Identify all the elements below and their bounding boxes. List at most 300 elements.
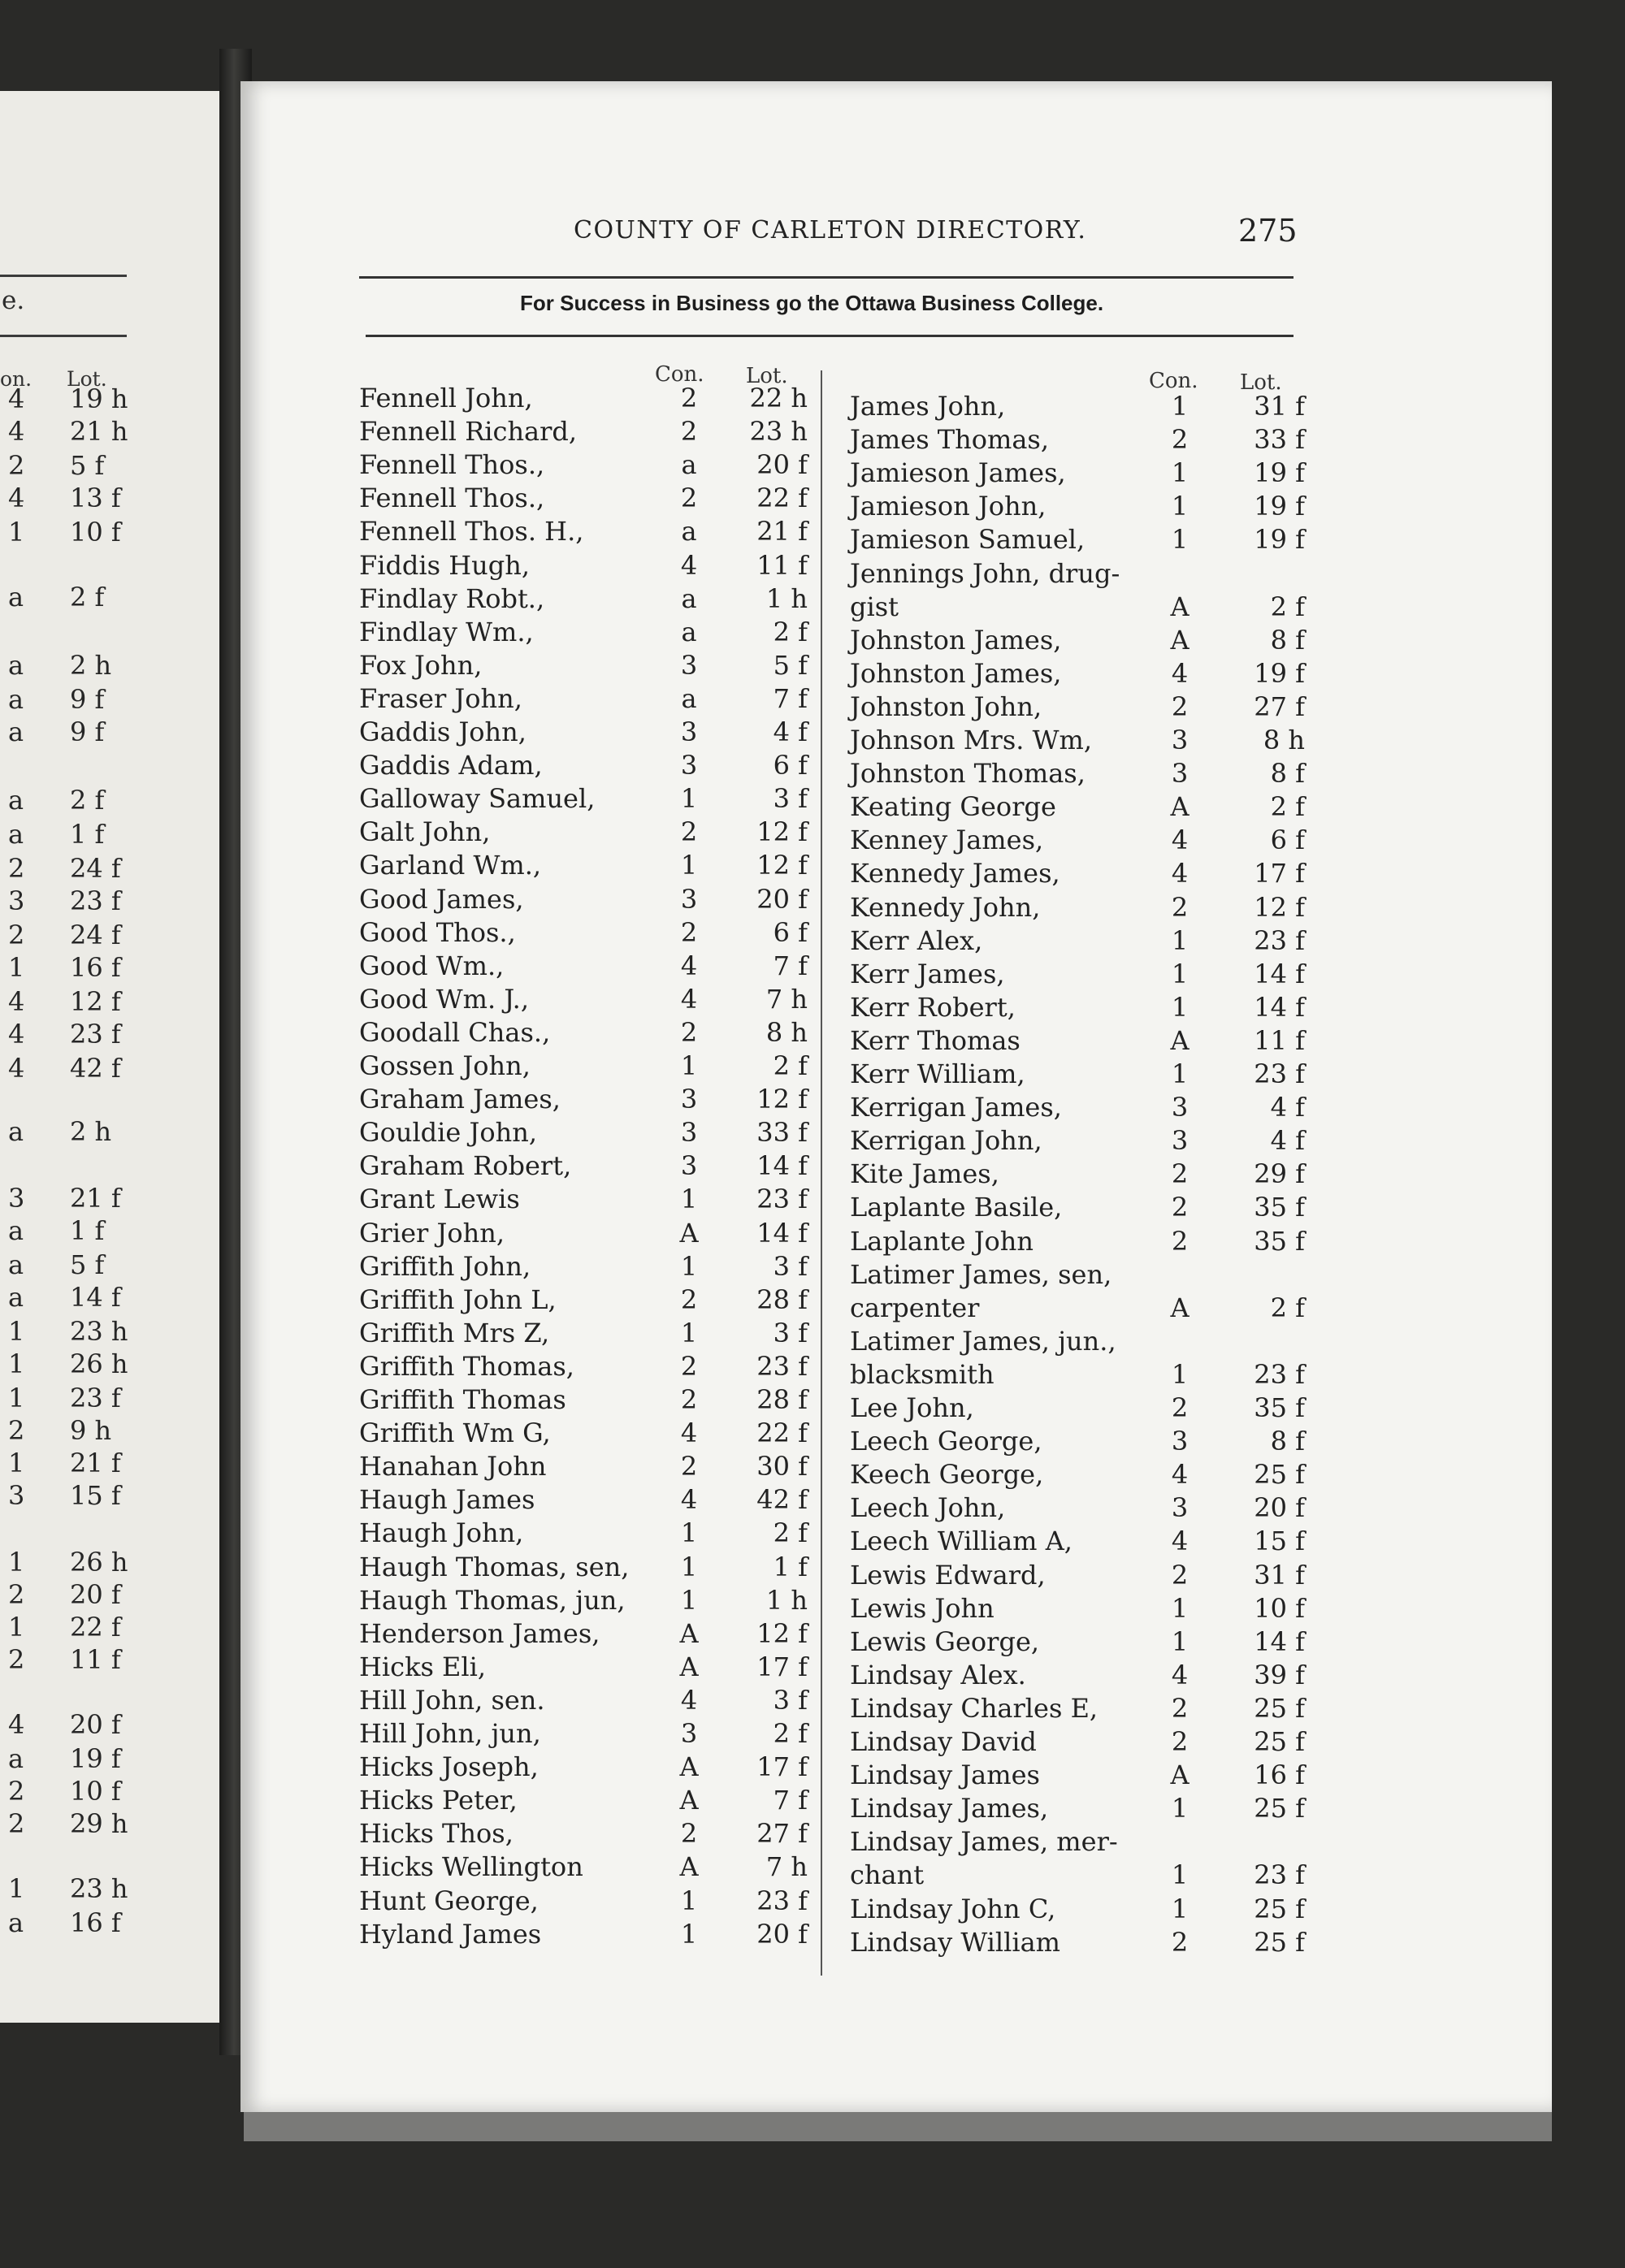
- running-head: COUNTY OF CARLETON DIRECTORY.: [574, 216, 1087, 245]
- entry-lot: 30 f: [756, 1451, 808, 1482]
- entry-name: Galt John,: [359, 816, 491, 848]
- left-entry-lot: 22 f: [70, 1612, 121, 1643]
- entry-lot: 1 h: [765, 1584, 808, 1616]
- directory-entry: [359, 1885, 808, 1918]
- entry-name: Hyland James: [359, 1918, 542, 1950]
- left-entry-concession: a: [8, 1116, 24, 1147]
- left-entry-lot: 21 f: [70, 1448, 121, 1478]
- entry-concession: A: [679, 1617, 699, 1649]
- left-entry-lot: 24 f: [70, 920, 121, 950]
- left-entry-lot: 1 f: [70, 1215, 105, 1246]
- directory-entry: [850, 1525, 1305, 1558]
- entry-name: Haugh Thomas, jun,: [359, 1584, 626, 1616]
- entry-name: Hicks Joseph,: [359, 1751, 539, 1783]
- directory-entry: [359, 1149, 808, 1183]
- left-entry-concession: a: [8, 1282, 24, 1313]
- entry-name: Keating George: [850, 791, 1056, 823]
- entry-lot: 8 h: [765, 1016, 808, 1048]
- entry-concession: 1: [1171, 1358, 1189, 1390]
- entry-lot: 8 h: [1263, 725, 1305, 755]
- directory-entry: [850, 1091, 1305, 1124]
- entry-lot: 33 f: [1254, 424, 1305, 456]
- left-entry-concession: a: [8, 582, 24, 612]
- entry-lot: 22 f: [756, 1418, 808, 1449]
- entry-name: Garland Wm.,: [359, 850, 542, 881]
- entry-concession: 2: [680, 1016, 698, 1048]
- entry-lot: 4 f: [1270, 1125, 1305, 1157]
- directory-entry: [359, 716, 808, 749]
- directory-entry: [359, 582, 808, 616]
- directory-entry: [850, 824, 1305, 857]
- entry-lot: 28 f: [756, 1384, 808, 1415]
- left-entry-concession: 4: [8, 1709, 25, 1740]
- entry-name: Haugh James: [359, 1484, 535, 1516]
- directory-entry: [359, 1350, 808, 1383]
- entry-concession: A: [679, 1751, 699, 1783]
- con-header-left: Con.: [655, 362, 704, 387]
- entry-lot: 6 f: [773, 750, 808, 781]
- left-entry-lot: 23 h: [70, 1873, 128, 1904]
- entry-concession: 3: [1171, 1092, 1189, 1123]
- entry-name: Kennedy James,: [850, 858, 1060, 889]
- entry-concession: 3: [680, 649, 698, 681]
- entry-concession: a: [681, 582, 697, 614]
- header-rule-top: [359, 276, 1294, 279]
- directory-entry: [359, 1317, 808, 1350]
- entry-concession: 1: [1171, 491, 1189, 522]
- entry-lot: 2 f: [773, 616, 808, 647]
- page-number: 275: [1238, 213, 1298, 249]
- entry-concession: 2: [1171, 1692, 1189, 1724]
- entry-lot: 14 f: [1254, 1625, 1305, 1657]
- left-entry-concession: 1: [8, 1383, 25, 1413]
- entry-lot: 16 f: [1254, 1759, 1305, 1791]
- entry-concession: 1: [1171, 991, 1189, 1023]
- entry-concession: 2: [1171, 690, 1189, 722]
- entry-lot: 19 f: [1254, 491, 1305, 522]
- directory-entry: [850, 1158, 1305, 1191]
- directory-entry: [850, 1893, 1305, 1926]
- directory-entry: [359, 1850, 808, 1884]
- directory-entry: [850, 991, 1305, 1024]
- directory-entry: [850, 1692, 1305, 1725]
- entry-name: Lindsay Charles E,: [850, 1692, 1098, 1724]
- entry-name: Good Wm. J.,: [359, 983, 530, 1015]
- entry-name: Lee John,: [850, 1392, 974, 1423]
- entry-concession: A: [679, 1217, 699, 1249]
- left-entry-concession: 2: [8, 1644, 25, 1675]
- entry-name: Fraser John,: [359, 682, 522, 714]
- left-entry-concession: 4: [8, 383, 25, 414]
- entry-lot: 2 f: [1270, 591, 1305, 622]
- entry-concession: 4: [680, 1418, 698, 1449]
- entry-concession: 1: [1171, 457, 1189, 489]
- entry-name: Johnson Mrs. Wm,: [850, 725, 1093, 755]
- directory-entry: [359, 883, 808, 916]
- directory-entry: [850, 523, 1305, 556]
- entry-name: Hicks Wellington: [359, 1851, 583, 1883]
- entry-lot: 2 f: [773, 1050, 808, 1081]
- entry-concession: 2: [1171, 1158, 1189, 1190]
- directory-entry: [850, 1659, 1305, 1692]
- directory-entry: [850, 1458, 1305, 1491]
- directory-entry: [850, 1425, 1305, 1458]
- entry-lot: 17 f: [1254, 858, 1305, 889]
- entry-lot: 14 f: [756, 1217, 808, 1249]
- left-entry-lot: 13 f: [70, 483, 121, 513]
- left-entry-lot: 21 f: [70, 1183, 121, 1214]
- left-entry-lot: 19 f: [70, 1743, 121, 1774]
- entry-concession: A: [679, 1651, 699, 1682]
- entry-name: Kerr James,: [850, 958, 1005, 989]
- left-page-rule: [0, 335, 127, 337]
- directory-entry: [359, 1517, 808, 1550]
- entry-concession: 1: [1171, 1793, 1189, 1824]
- directory-entry: [359, 1016, 808, 1050]
- left-entry-concession: 3: [8, 1183, 25, 1214]
- left-entry-concession: a: [8, 1743, 24, 1774]
- entry-name: Griffith Thomas,: [359, 1350, 574, 1382]
- entry-lot: 3 f: [773, 1250, 808, 1282]
- left-con-header: on.: [0, 367, 32, 391]
- directory-entry: [850, 1926, 1305, 1959]
- entry-name: Henderson James,: [359, 1617, 600, 1649]
- entry-lot: 25 f: [1254, 1692, 1305, 1724]
- entry-lot: 12 f: [756, 1084, 808, 1115]
- entry-concession: 2: [680, 1818, 698, 1850]
- left-entry-concession: 2: [8, 853, 25, 884]
- entry-concession: 2: [1171, 1926, 1189, 1958]
- entry-lot: 20 f: [756, 1918, 808, 1950]
- entry-lot: 25 f: [1254, 1893, 1305, 1924]
- entry-concession: 3: [680, 1150, 698, 1182]
- left-page-heading: e.: [2, 286, 25, 315]
- directory-entry: [850, 724, 1305, 757]
- entry-lot: 3 f: [773, 1684, 808, 1716]
- entry-concession: 4: [1171, 858, 1189, 889]
- directory-entry: [850, 457, 1305, 490]
- left-entry-concession: a: [8, 1249, 24, 1280]
- entry-lot: 7 f: [773, 1785, 808, 1816]
- entry-concession: a: [681, 616, 697, 647]
- entry-concession: 2: [680, 383, 698, 413]
- entry-name: Grant Lewis: [359, 1184, 520, 1215]
- entry-lot: 6 f: [773, 916, 808, 948]
- entry-name: Fennell Thos.,: [359, 449, 545, 481]
- entry-lot: 23 f: [756, 1184, 808, 1215]
- entry-lot: 23 h: [749, 416, 808, 448]
- entry-concession: 1: [1171, 958, 1189, 989]
- entry-lot: 22 f: [756, 483, 808, 514]
- left-entry-concession: 2: [8, 1579, 25, 1610]
- entry-concession: 4: [1171, 825, 1189, 856]
- entry-lot: 10 f: [1254, 1592, 1305, 1624]
- entry-name: Griffith Mrs Z,: [359, 1317, 550, 1348]
- directory-entry: [850, 757, 1305, 790]
- entry-concession: 1: [1171, 524, 1189, 556]
- entry-name: Latimer James, sen,: [850, 1258, 1112, 1290]
- entry-concession: 1: [680, 1184, 698, 1215]
- directory-entry: [359, 1116, 808, 1149]
- left-entry-lot: 23 f: [70, 885, 121, 916]
- entry-concession: 4: [1171, 1526, 1189, 1557]
- entry-name: Lewis Edward,: [850, 1559, 1046, 1591]
- left-entry-lot: 19 h: [70, 383, 128, 414]
- directory-entry: [850, 1491, 1305, 1525]
- entry-concession: 1: [1171, 1625, 1189, 1657]
- entry-lot: 23 f: [756, 1350, 808, 1382]
- entry-name: Galloway Samuel,: [359, 783, 596, 815]
- entry-name: Fox John,: [359, 649, 483, 681]
- entry-name: Lindsay James: [850, 1759, 1040, 1791]
- entry-name: James John,: [850, 391, 1006, 422]
- directory-entry: [850, 1592, 1305, 1625]
- entry-name: Findlay Robt.,: [359, 582, 545, 614]
- entry-lot: 42 f: [756, 1484, 808, 1516]
- left-entry-lot: 14 f: [70, 1282, 121, 1313]
- directory-entry: [850, 557, 1305, 591]
- entry-name: Fiddis Hugh,: [359, 549, 531, 581]
- directory-entry: [850, 1058, 1305, 1091]
- entry-concession: 3: [680, 1718, 698, 1749]
- entry-concession: 2: [680, 416, 698, 448]
- entry-concession: 2: [680, 1384, 698, 1415]
- entry-lot: 27 f: [756, 1818, 808, 1850]
- entry-name: Johnston Thomas,: [850, 758, 1086, 790]
- entry-name: James Thomas,: [850, 424, 1050, 456]
- directory-entry: [850, 1292, 1305, 1325]
- left-entry-lot: 24 f: [70, 853, 121, 884]
- directory-entry: [359, 448, 808, 482]
- entry-lot: 19 f: [1254, 457, 1305, 489]
- entry-concession: 4: [1171, 657, 1189, 689]
- left-page-fragment: [0, 91, 223, 2023]
- directory-entry: [850, 1225, 1305, 1258]
- entry-concession: 4: [1171, 1459, 1189, 1491]
- entry-concession: 2: [1171, 1559, 1189, 1591]
- directory-entry: [359, 482, 808, 515]
- directory-entry: [850, 690, 1305, 724]
- left-entry-concession: 1: [8, 1873, 25, 1904]
- directory-entry: [359, 682, 808, 716]
- entry-lot: 35 f: [1254, 1392, 1305, 1423]
- entry-concession: a: [681, 516, 697, 548]
- entry-name: gist: [850, 591, 899, 622]
- entry-name: Kerr William,: [850, 1058, 1025, 1089]
- left-entry-concession: 4: [8, 1019, 25, 1050]
- entry-concession: 3: [1171, 725, 1189, 755]
- directory-entry: [359, 549, 808, 582]
- entry-concession: A: [679, 1851, 699, 1883]
- entry-lot: 23 f: [1254, 1058, 1305, 1089]
- directory-entry: [359, 849, 808, 882]
- entry-name: Griffith John L,: [359, 1283, 557, 1315]
- left-entry-concession: 1: [8, 517, 25, 548]
- entry-lot: 8 f: [1270, 758, 1305, 790]
- directory-entry: [359, 1083, 808, 1116]
- entry-concession: a: [681, 682, 697, 714]
- entry-lot: 27 f: [1254, 690, 1305, 722]
- left-page-rule: [0, 275, 127, 277]
- left-entry-concession: 4: [8, 483, 25, 513]
- directory-entry: [850, 1124, 1305, 1158]
- left-entry-lot: 20 f: [70, 1579, 121, 1610]
- entry-concession: 1: [1171, 1058, 1189, 1089]
- entry-lot: 12 f: [756, 850, 808, 881]
- entry-lot: 12 f: [756, 816, 808, 848]
- left-entry-concession: a: [8, 684, 24, 715]
- directory-entry: [359, 950, 808, 983]
- entry-name: Gaddis John,: [359, 716, 526, 747]
- lot-header-right: Lot.: [1240, 370, 1282, 395]
- directory-entry: [359, 1684, 808, 1717]
- directory-entry: [850, 1792, 1305, 1825]
- left-entry-lot: 10 f: [70, 517, 121, 548]
- entry-lot: 2 f: [1270, 1292, 1305, 1323]
- entry-concession: 2: [1171, 891, 1189, 923]
- entry-lot: 29 f: [1254, 1158, 1305, 1190]
- entry-name: Hanahan John: [359, 1451, 547, 1482]
- entry-lot: 35 f: [1254, 1192, 1305, 1223]
- entry-name: Lewis George,: [850, 1625, 1040, 1657]
- entry-name: Johnston James,: [850, 624, 1062, 656]
- left-entry-concession: a: [8, 1215, 24, 1246]
- entry-concession: 4: [680, 549, 698, 581]
- left-entry-concession: a: [8, 716, 24, 747]
- entry-name: Lindsay David: [850, 1726, 1037, 1757]
- entry-name: Gouldie John,: [359, 1117, 537, 1149]
- left-entry-lot: 21 h: [70, 416, 128, 447]
- entry-lot: 14 f: [1254, 958, 1305, 989]
- entry-concession: 2: [680, 816, 698, 848]
- entry-concession: 2: [680, 1451, 698, 1482]
- entry-concession: 3: [1171, 1125, 1189, 1157]
- entry-lot: 3 f: [773, 783, 808, 815]
- entry-concession: A: [1170, 1024, 1190, 1056]
- left-entry-lot: 26 h: [70, 1547, 128, 1578]
- entry-name: Jamieson John,: [850, 491, 1046, 522]
- header-rule-bottom: [366, 335, 1294, 337]
- directory-entry: [359, 983, 808, 1016]
- entry-name: Goodall Chas.,: [359, 1016, 551, 1048]
- left-entry-concession: 1: [8, 952, 25, 983]
- entry-concession: 1: [680, 1885, 698, 1916]
- entry-concession: 1: [1171, 1893, 1189, 1924]
- entry-name: Graham Robert,: [359, 1150, 572, 1182]
- left-entry-lot: 42 f: [70, 1053, 121, 1084]
- entry-name: Griffith Wm G,: [359, 1418, 551, 1449]
- entry-name: Fennell Richard,: [359, 416, 578, 448]
- left-entry-concession: 1: [8, 1612, 25, 1643]
- entry-lot: 6 f: [1270, 825, 1305, 856]
- left-entry-lot: 16 f: [70, 1907, 121, 1938]
- entry-concession: A: [1170, 1292, 1190, 1323]
- entry-lot: 20 f: [756, 883, 808, 915]
- entry-lot: 3 f: [773, 1317, 808, 1348]
- entry-name: Kerrigan John,: [850, 1125, 1042, 1157]
- directory-entry: [359, 1417, 808, 1450]
- entry-lot: 19 f: [1254, 657, 1305, 689]
- entry-lot: 22 h: [749, 383, 808, 413]
- directory-entry: [850, 591, 1305, 624]
- page-edge: [244, 2112, 1552, 2141]
- entry-concession: 1: [1171, 1592, 1189, 1624]
- left-entry-lot: 23 h: [70, 1316, 128, 1347]
- entry-lot: 7 f: [773, 950, 808, 981]
- entry-lot: 35 f: [1254, 1225, 1305, 1257]
- entry-concession: 1: [680, 783, 698, 815]
- entry-name: Hill John, sen.: [359, 1684, 545, 1716]
- left-entry-lot: 23 f: [70, 1019, 121, 1050]
- left-entry-lot: 2 f: [70, 582, 105, 612]
- directory-entry: [359, 616, 808, 649]
- entry-name: Lewis John: [850, 1592, 994, 1624]
- entry-name: Lindsay William: [850, 1926, 1061, 1958]
- entry-lot: 39 f: [1254, 1659, 1305, 1690]
- entry-concession: 3: [1171, 758, 1189, 790]
- directory-entry: [359, 1050, 808, 1083]
- entry-concession: 4: [1171, 1659, 1189, 1690]
- directory-entry: [359, 1551, 808, 1584]
- directory-entry: [850, 891, 1305, 924]
- entry-lot: 2 f: [773, 1517, 808, 1549]
- entry-name: Graham James,: [359, 1084, 561, 1115]
- entry-name: Lindsay James,: [850, 1793, 1049, 1824]
- entry-lot: 23 f: [1254, 1358, 1305, 1390]
- entry-name: Laplante Basile,: [850, 1192, 1063, 1223]
- entry-name: Kerr Alex,: [850, 924, 983, 956]
- left-entry-concession: a: [8, 650, 24, 681]
- entry-lot: 31 f: [1254, 1559, 1305, 1591]
- entry-concession: 4: [680, 1684, 698, 1716]
- directory-entry: [850, 1258, 1305, 1292]
- entry-concession: 2: [680, 1350, 698, 1382]
- entry-name: Hunt George,: [359, 1885, 539, 1916]
- directory-entry: [359, 1918, 808, 1951]
- directory-entry: [359, 749, 808, 782]
- column-divider: [821, 370, 822, 1976]
- entry-lot: 20 f: [756, 449, 808, 481]
- left-entry-lot: 12 f: [70, 986, 121, 1017]
- left-lot-header: Lot.: [67, 367, 107, 391]
- entry-name: Good James,: [359, 883, 524, 915]
- entry-lot: 33 f: [756, 1117, 808, 1149]
- left-entry-concession: 1: [8, 1348, 25, 1379]
- lot-header-left: Lot.: [746, 364, 788, 388]
- left-entry-concession: a: [8, 819, 24, 850]
- directory-entry: [850, 1325, 1305, 1358]
- entry-lot: 1 f: [773, 1551, 808, 1582]
- entry-concession: A: [1170, 791, 1190, 823]
- entry-name: Kerrigan James,: [850, 1092, 1062, 1123]
- directory-entry: [359, 1217, 808, 1250]
- left-entry-lot: 29 h: [70, 1808, 128, 1839]
- entry-concession: A: [1170, 624, 1190, 656]
- entry-concession: a: [681, 449, 697, 481]
- entry-name: Hicks Eli,: [359, 1651, 487, 1682]
- directory-entry: [850, 1625, 1305, 1659]
- directory-entry: [850, 490, 1305, 523]
- directory-entry: [359, 1717, 808, 1751]
- directory-entry: [359, 1784, 808, 1817]
- entry-lot: 28 f: [756, 1283, 808, 1315]
- entry-lot: 14 f: [756, 1150, 808, 1182]
- directory-entry: [850, 924, 1305, 958]
- left-entry-concession: 4: [8, 416, 25, 447]
- left-entry-concession: 2: [8, 920, 25, 950]
- directory-entry: [850, 790, 1305, 824]
- entry-lot: 25 f: [1254, 1793, 1305, 1824]
